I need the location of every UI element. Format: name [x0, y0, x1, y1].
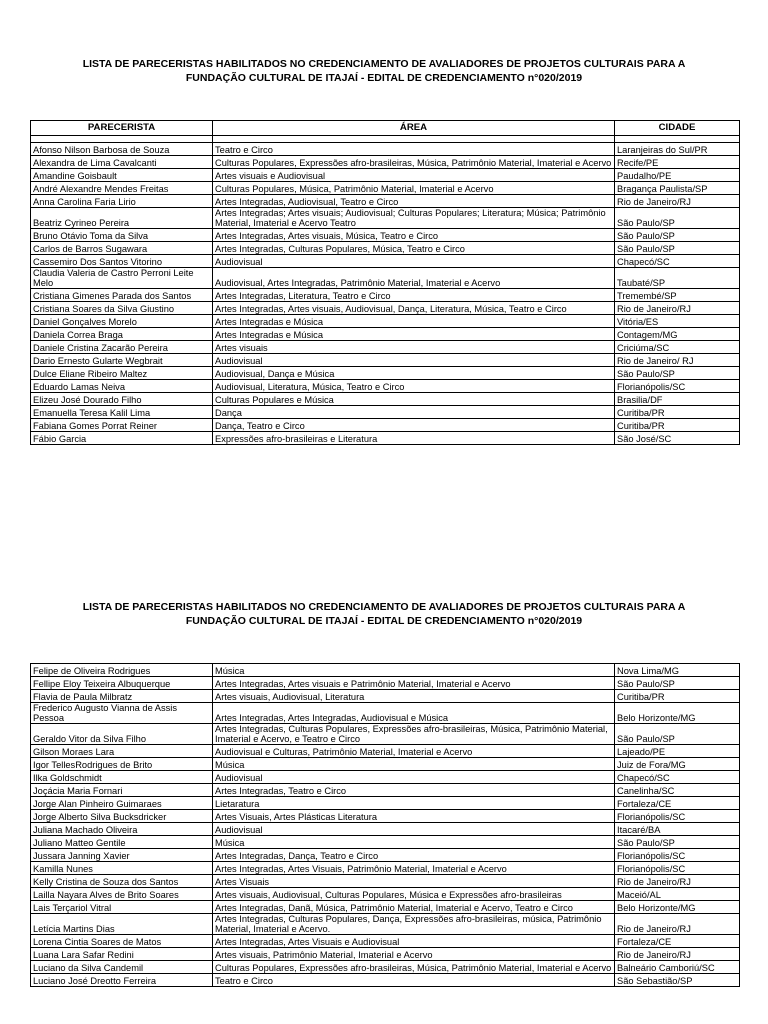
cell-cidade: Bragança Paulista/SP — [615, 182, 740, 195]
cell-area: Audiovisual — [213, 255, 615, 268]
cell-area: Artes Integradas, Artes Visuais, Patrimônio Material, Imaterial e Acervo — [213, 862, 615, 875]
cell-cidade: Curitiba/PR — [615, 406, 740, 419]
cell-parecerista: Jorge Alan Pinheiro Guimaraes — [31, 797, 213, 810]
cell-cidade: Taubaté/SP — [615, 268, 740, 289]
cell-cidade: Laranjeiras do Sul/PR — [615, 143, 740, 156]
cell-cidade: Belo Horizonte/MG — [615, 901, 740, 914]
table-row — [31, 948, 740, 961]
cell-cidade: Florianópolis/SC — [615, 810, 740, 823]
cell-area: Artes Integradas; Artes visuais; Audiovisual; Culturas Populares; Literatura; Música; Patrimônio Material, Imaterial e Acervo Teatro — [213, 208, 615, 229]
cell-cidade: Fortaleza/CE — [615, 797, 740, 810]
cell-cidade: Curitiba/PR — [615, 419, 740, 432]
cell-cidade: São Sebastião/SP — [615, 974, 740, 987]
cell-area: Artes visuais — [213, 341, 615, 354]
cell-parecerista: Flavia de Paula Milbratz — [31, 690, 213, 703]
cell-area: Artes Visuais — [213, 875, 615, 888]
pareceristas-table-1 — [30, 120, 740, 445]
cell-cidade: Rio de Janeiro/RJ — [615, 875, 740, 888]
cell-cidade: Nova Lima/MG — [615, 664, 740, 677]
cell-parecerista: Amandine Goisbault — [31, 169, 213, 182]
cell-parecerista: Geraldo Vitor da Silva Filho — [31, 724, 213, 745]
table-row — [31, 229, 740, 242]
table-body — [31, 136, 740, 445]
cell-cidade: São Paulo/SP — [615, 836, 740, 849]
cell-parecerista: André Alexandre Mendes Freitas — [31, 182, 213, 195]
cell-parecerista: Daniel Gonçalves Morelo — [31, 315, 213, 328]
cell-parecerista: Beatriz Cyrineo Pereira — [31, 208, 213, 229]
cell-cidade: Florianópolis/SC — [615, 849, 740, 862]
cell-area: Artes Integradas, Audiovisual, Teatro e Circo — [213, 195, 615, 208]
cell-parecerista: Joçácia Maria Fornari — [31, 784, 213, 797]
cell-area: Audiovisual, Artes Integradas, Patrimônio Material, Imaterial e Acervo — [213, 268, 615, 289]
cell-cidade: Rio de Janeiro/RJ — [615, 948, 740, 961]
cell-parecerista: Dario Ernesto Gularte Wegbrait — [31, 354, 213, 367]
table-row — [31, 328, 740, 341]
page-title — [40, 57, 728, 85]
cell-parecerista: Juliano Matteo Gentile — [31, 836, 213, 849]
table-row — [31, 862, 740, 875]
cell-parecerista: Bruno Otávio Toma da Silva — [31, 229, 213, 242]
cell-area: Culturas Populares, Expressões afro-brasileiras, Música, Patrimônio Material, Imaterial e Acervo — [213, 156, 615, 169]
table-row — [31, 703, 740, 724]
table-row — [31, 432, 740, 445]
table-row — [31, 974, 740, 987]
cell-cidade: São Paulo/SP — [615, 242, 740, 255]
table-row — [31, 664, 740, 677]
cell-cidade: Rio de Janeiro/ RJ — [615, 354, 740, 367]
cell-parecerista: Juliana Machado Oliveira — [31, 823, 213, 836]
cell-parecerista: Eduardo Lamas Neiva — [31, 380, 213, 393]
cell-parecerista: Emanuella Teresa Kalil Lima — [31, 406, 213, 419]
table-row — [31, 354, 740, 367]
cell-cidade: Tremembé/SP — [615, 289, 740, 302]
cell-cidade: Canelinha/SC — [615, 784, 740, 797]
cell-area: Dança — [213, 406, 615, 419]
title-line-1: LISTA DE PARECERISTAS HABILITADOS NO CREDENCIAMENTO DE AVALIADORES DE PROJETOS CULTURAIS PARA A — [82, 58, 686, 70]
cell-cidade: São Paulo/SP — [615, 724, 740, 745]
cell-cidade: São Paulo/SP — [615, 367, 740, 380]
table-row — [31, 677, 740, 690]
cell-parecerista: Carlos de Barros Sugawara — [31, 242, 213, 255]
table-row — [31, 690, 740, 703]
table-row — [31, 836, 740, 849]
cell-area: Artes Integradas, Teatro e Circo — [213, 784, 615, 797]
cell-area: Artes Integradas, Danã, Música, Patrimônio Material, Imaterial e Acervo, Teatro e Circo — [213, 901, 615, 914]
cell-cidade: São José/SC — [615, 432, 740, 445]
table-row — [31, 961, 740, 974]
empty-cell — [615, 136, 740, 143]
cell-parecerista: Ilka Goldschmidt — [31, 771, 213, 784]
cell-cidade: Itacaré/BA — [615, 823, 740, 836]
table-row — [31, 208, 740, 229]
table-row — [31, 380, 740, 393]
cell-cidade: Rio de Janeiro/RJ — [615, 302, 740, 315]
table-row — [31, 406, 740, 419]
page-title-repeat — [40, 600, 728, 628]
title-line-2: FUNDAÇÃO CULTURAL DE ITAJAÍ - EDITAL DE CREDENCIAMENTO n°020/2019 — [185, 615, 583, 627]
cell-parecerista: Frederico Augusto Vianna de Assis Pessoa — [31, 703, 213, 724]
cell-area: Artes visuais, Audiovisual, Culturas Populares, Música e Expressões afro-brasileiras — [213, 888, 615, 901]
cell-area: Artes Integradas, Dança, Teatro e Circo — [213, 849, 615, 862]
cell-parecerista: Daniele Cristina Zacarão Pereira — [31, 341, 213, 354]
table-row — [31, 315, 740, 328]
cell-cidade: Brasilia/DF — [615, 393, 740, 406]
table-row — [31, 771, 740, 784]
cell-area: Artes Integradas, Culturas Populares, Expressões afro-brasileiras, Música, Patrimônio Material, Imaterial e Acervo, e Teatro e Circo — [213, 724, 615, 745]
cell-cidade: Contagem/MG — [615, 328, 740, 341]
cell-area: Artes Integradas e Música — [213, 315, 615, 328]
cell-area: Artes Integradas, Literatura, Teatro e Circo — [213, 289, 615, 302]
column-header-area: ÁREA — [213, 121, 615, 136]
cell-area: Artes Integradas e Música — [213, 328, 615, 341]
cell-area: Artes visuais e Audiovisual — [213, 169, 615, 182]
cell-area: Artes Integradas, Artes Integradas, Audiovisual e Música — [213, 703, 615, 724]
cell-parecerista: Kelly Cristina de Souza dos Santos — [31, 875, 213, 888]
table-row — [31, 888, 740, 901]
cell-area: Artes Integradas, Culturas Populares, Dança, Expressões afro-brasileiras, música, Patrimônio Material, Imaterial e Acervo. — [213, 914, 615, 935]
cell-parecerista: Igor TellesRodrigues de Brito — [31, 758, 213, 771]
cell-area: Música — [213, 758, 615, 771]
cell-area: Artes Integradas, Artes visuais e Patrimônio Material, Imaterial e Acervo — [213, 677, 615, 690]
cell-parecerista: Daniela Correa Braga — [31, 328, 213, 341]
cell-cidade: Recife/PE — [615, 156, 740, 169]
table-row — [31, 419, 740, 432]
table-row — [31, 255, 740, 268]
cell-area: Teatro e Circo — [213, 143, 615, 156]
cell-parecerista: Elizeu José Dourado Filho — [31, 393, 213, 406]
table-row — [31, 758, 740, 771]
cell-parecerista: Alexandra de Lima Cavalcanti — [31, 156, 213, 169]
cell-cidade: Florianópolis/SC — [615, 862, 740, 875]
cell-parecerista: Gilson Moraes Lara — [31, 745, 213, 758]
cell-cidade: Fortaleza/CE — [615, 935, 740, 948]
cell-area: Artes Integradas, Artes visuais, Audiovisual, Dança, Literatura, Música, Teatro e Circo — [213, 302, 615, 315]
cell-parecerista: Luciano José Dreotto Ferreira — [31, 974, 213, 987]
table-row — [31, 302, 740, 315]
cell-cidade: Maceió/AL — [615, 888, 740, 901]
spacer-row — [31, 136, 740, 143]
cell-parecerista: Jorge Alberto Silva Bucksdricker — [31, 810, 213, 823]
table-body — [31, 664, 740, 987]
cell-parecerista: Letícia Martins Dias — [31, 914, 213, 935]
cell-parecerista: Claudia Valeria de Castro Perroni Leite Melo — [31, 268, 213, 289]
cell-parecerista: Anna Carolina Faria Lirio — [31, 195, 213, 208]
cell-area: Audiovisual — [213, 823, 615, 836]
cell-parecerista: Cassemiro Dos Santos Vitorino — [31, 255, 213, 268]
cell-parecerista: Cristiana Soares da Silva Giustino — [31, 302, 213, 315]
cell-cidade: São Paulo/SP — [615, 677, 740, 690]
cell-area: Expressões afro-brasileiras e Literatura — [213, 432, 615, 445]
cell-cidade: Chapecó/SC — [615, 771, 740, 784]
cell-cidade: Lajeado/PE — [615, 745, 740, 758]
table-row — [31, 143, 740, 156]
cell-area: Culturas Populares, Expressões afro-brasileiras, Música, Patrimônio Material, Imaterial e Acervo — [213, 961, 615, 974]
cell-cidade: Florianópolis/SC — [615, 380, 740, 393]
cell-area: Audiovisual, Literatura, Música, Teatro e Circo — [213, 380, 615, 393]
cell-area: Artes Integradas, Artes visuais, Música, Teatro e Circo — [213, 229, 615, 242]
table-row — [31, 242, 740, 255]
empty-cell — [31, 136, 213, 143]
cell-area: Música — [213, 664, 615, 677]
cell-cidade: Belo Horizonte/MG — [615, 703, 740, 724]
cell-cidade: Chapecó/SC — [615, 255, 740, 268]
cell-area: Teatro e Circo — [213, 974, 615, 987]
cell-cidade: Paudalho/PE — [615, 169, 740, 182]
table-row — [31, 156, 740, 169]
cell-parecerista: Dulce Eliane Ribeiro Maltez — [31, 367, 213, 380]
table-row — [31, 797, 740, 810]
cell-parecerista: Luciano da Silva Candemil — [31, 961, 213, 974]
table-row — [31, 901, 740, 914]
cell-parecerista: Lailla Nayara Alves de Brito Soares — [31, 888, 213, 901]
table-row — [31, 935, 740, 948]
table-row — [31, 914, 740, 935]
cell-area: Artes Integradas, Artes Visuais e Audiovisual — [213, 935, 615, 948]
table-row — [31, 268, 740, 289]
table-row — [31, 195, 740, 208]
cell-parecerista: Cristiana Gimenes Parada dos Santos — [31, 289, 213, 302]
cell-area: Lietaratura — [213, 797, 615, 810]
table-row — [31, 745, 740, 758]
cell-parecerista: Felipe de Oliveira Rodrigues — [31, 664, 213, 677]
cell-parecerista: Fabiana Gomes Porrat Reiner — [31, 419, 213, 432]
cell-parecerista: Kamilla Nunes — [31, 862, 213, 875]
table-row — [31, 367, 740, 380]
cell-area: Dança, Teatro e Circo — [213, 419, 615, 432]
cell-parecerista: Afonso Nilson Barbosa de Souza — [31, 143, 213, 156]
table-row — [31, 341, 740, 354]
cell-cidade: São Paulo/SP — [615, 229, 740, 242]
cell-area: Audiovisual — [213, 354, 615, 367]
cell-parecerista: Lais Terçariol Vitral — [31, 901, 213, 914]
pareceristas-table-2 — [30, 663, 740, 987]
table-row — [31, 182, 740, 195]
cell-parecerista: Fellipe Eloy Teixeira Albuquerque — [31, 677, 213, 690]
cell-area: Audiovisual e Culturas, Patrimônio Material, Imaterial e Acervo — [213, 745, 615, 758]
cell-cidade: Rio de Janeiro/RJ — [615, 195, 740, 208]
cell-parecerista: Luana Lara Safar Redini — [31, 948, 213, 961]
cell-parecerista: Jussara Janning Xavier — [31, 849, 213, 862]
cell-area: Audiovisual — [213, 771, 615, 784]
cell-area: Culturas Populares e Música — [213, 393, 615, 406]
header-row — [31, 121, 740, 136]
table-row — [31, 169, 740, 182]
cell-area: Artes visuais, Patrimônio Material, Imaterial e Acervo — [213, 948, 615, 961]
table-row — [31, 810, 740, 823]
table-row — [31, 289, 740, 302]
cell-cidade: Balneário Camboriú/SC — [615, 961, 740, 974]
table-row — [31, 724, 740, 745]
cell-cidade: Vitória/ES — [615, 315, 740, 328]
cell-cidade: São Paulo/SP — [615, 208, 740, 229]
title-line-2: FUNDAÇÃO CULTURAL DE ITAJAÍ - EDITAL DE CREDENCIAMENTO n°020/2019 — [185, 72, 583, 84]
table-row — [31, 849, 740, 862]
cell-cidade: Criciúma/SC — [615, 341, 740, 354]
table-row — [31, 875, 740, 888]
cell-area: Artes visuais, Audiovisual, Literatura — [213, 690, 615, 703]
title-line-1: LISTA DE PARECERISTAS HABILITADOS NO CREDENCIAMENTO DE AVALIADORES DE PROJETOS CULTURAIS PARA A — [82, 601, 686, 613]
table-row — [31, 393, 740, 406]
cell-area: Artes Visuais, Artes Plásticas Literatura — [213, 810, 615, 823]
cell-parecerista: Fábio Garcia — [31, 432, 213, 445]
empty-cell — [213, 136, 615, 143]
cell-cidade: Juiz de Fora/MG — [615, 758, 740, 771]
table-row — [31, 823, 740, 836]
cell-area: Música — [213, 836, 615, 849]
cell-area: Artes Integradas, Culturas Populares, Música, Teatro e Circo — [213, 242, 615, 255]
cell-area: Audiovisual, Dança e Música — [213, 367, 615, 380]
column-header-cidade: CIDADE — [615, 121, 740, 136]
cell-area: Culturas Populares, Música, Patrimônio Material, Imaterial e Acervo — [213, 182, 615, 195]
cell-parecerista: Lorena Cintia Soares de Matos — [31, 935, 213, 948]
column-header-parecerista: PARECERISTA — [31, 121, 213, 136]
cell-cidade: Rio de Janeiro/RJ — [615, 914, 740, 935]
cell-cidade: Curitiba/PR — [615, 690, 740, 703]
table-row — [31, 784, 740, 797]
